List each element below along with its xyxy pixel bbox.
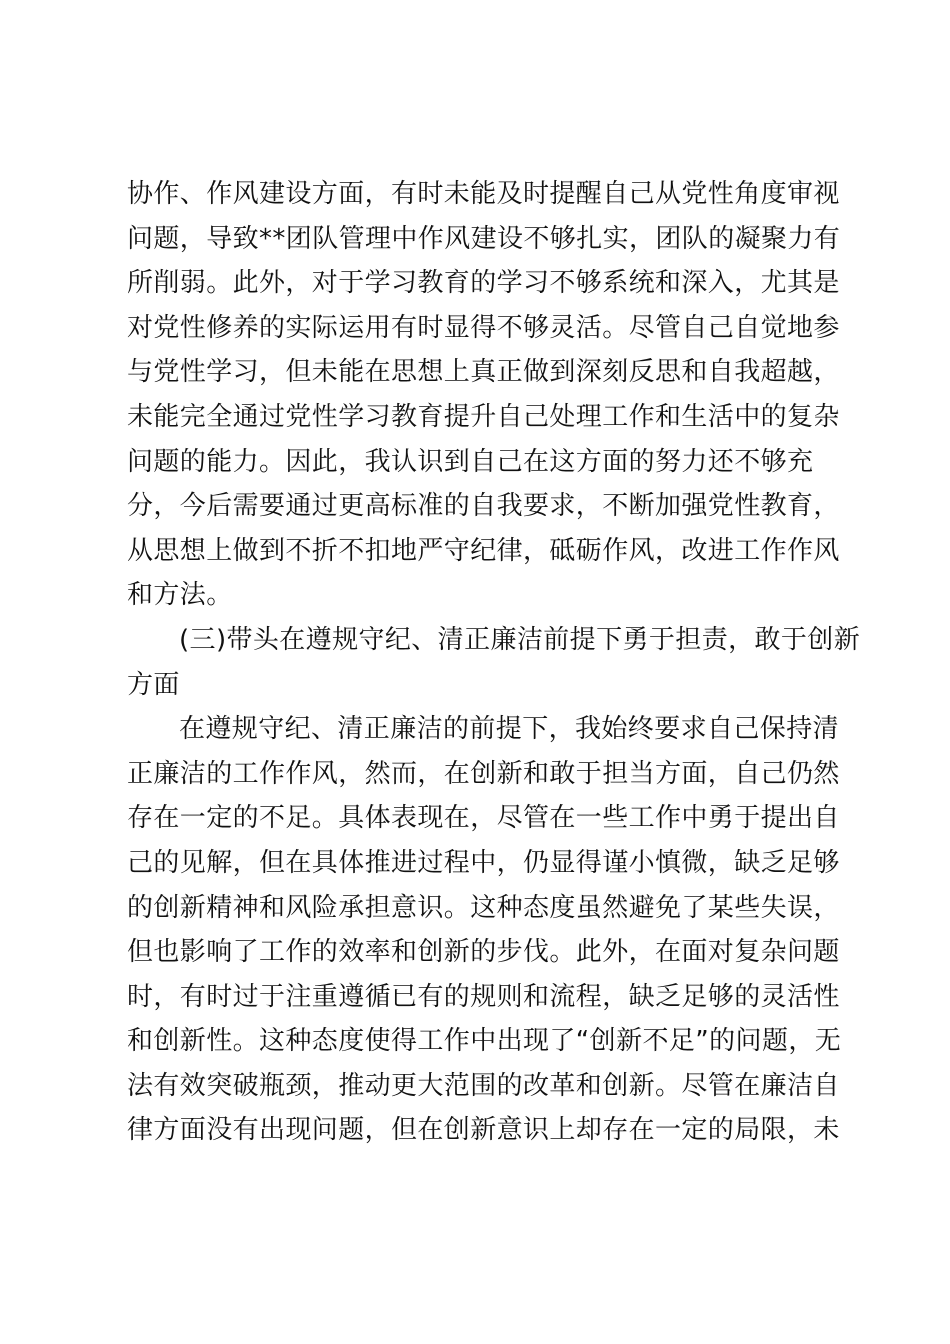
section-heading-continued: 方面	[127, 669, 180, 700]
text-line: 协作、作风建设方面，有时未能及时提醒自己从党性角度审视	[127, 179, 840, 209]
text-line: 的创新精神和风险承担意识。这种态度虽然避免了某些失误，	[127, 892, 840, 923]
text-line: 未能完全通过党性学习教育提升自己处理工作和生活中的复杂	[127, 401, 840, 432]
text-line: 和方法。	[127, 580, 233, 611]
text-line: 法有效突破瓶颈，推动更大范围的改革和创新。尽管在廉洁自	[127, 1070, 840, 1101]
text-line: 己的见解，但在具体推进过程中，仍显得谨小慎微，缺乏足够	[127, 847, 840, 878]
document-body	[127, 172, 861, 1153]
text-line: 时，有时过于注重遵循已有的规则和流程，缺乏足够的灵活性	[127, 981, 840, 1012]
text-line: 律方面没有出现问题，但在创新意识上却存在一定的局限，未	[127, 1115, 840, 1146]
text-line: 所削弱。此外，对于学习教育的学习不够系统和深入，尤其是	[127, 268, 840, 299]
text-line: 分，今后需要通过更高标准的自我要求，不断加强党性教育，	[127, 491, 840, 522]
text-line: 对党性修养的实际运用有时显得不够灵活。尽管自己自觉地参	[127, 312, 840, 343]
text-line: 正廉洁的工作作风，然而，在创新和敢于担当方面，自己仍然	[127, 758, 840, 789]
section-heading: (三)带头在遵规守纪、清正廉洁前提下勇于担责，敢于创新	[179, 624, 861, 655]
text-line: 和创新性。这种态度使得工作中出现了“创新不足”的问题，无	[127, 1026, 842, 1057]
text-line: 但也影响了工作的效率和创新的步伐。此外，在面对复杂问题	[127, 937, 840, 968]
paragraph-start-line: 在遵规守纪、清正廉洁的前提下，我始终要求自己保持清	[179, 714, 840, 745]
text-line: 存在一定的不足。具体表现在，尽管在一些工作中勇于提出自	[127, 803, 840, 834]
text-line: 问题，导致**团队管理中作风建设不够扎实，团队的凝聚力有	[127, 223, 841, 254]
text-line: 问题的能力。因此，我认识到自己在这方面的努力还不够充	[127, 446, 814, 477]
text-line: 从思想上做到不折不扣地严守纪律，砥砺作风，改进工作作风	[127, 535, 840, 566]
text-line: 与党性学习，但未能在思想上真正做到深刻反思和自我超越，	[127, 357, 840, 388]
